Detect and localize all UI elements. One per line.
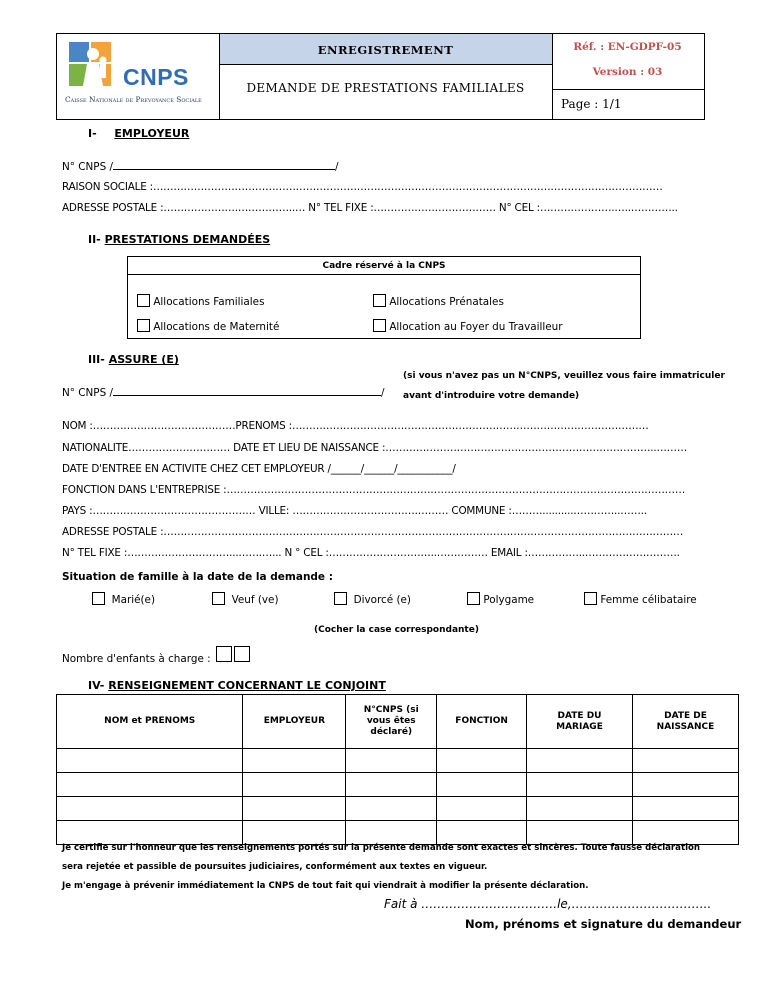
immatriculation-note-1: (si vous n'avez pas un N°CNPS, veuillez vous faire immatriculer: [403, 371, 725, 381]
cocher-note: (Cocher la case correspondante): [314, 625, 479, 635]
cnps-logo-icon: [69, 42, 121, 88]
telephone-email-field[interactable]: N° TEL FIXE :…………………………...…….…... N ° CEL :…………………………..…………… EMAIL :……………..……………………….: [62, 547, 680, 559]
fait-a-field[interactable]: Fait à …………………………….le,……………………………..: [384, 897, 712, 911]
table-row[interactable]: [57, 821, 739, 845]
conjoint-table: [56, 694, 739, 845]
column-header: N°CNPS (si vous êtes déclaré): [346, 695, 437, 749]
column-header: DATE DE NAISSANCE: [632, 695, 738, 749]
checkbox[interactable]: [467, 592, 480, 605]
option-allocations-prenatales[interactable]: Allocations Prénatales: [373, 294, 504, 308]
nombre-enfants-field: Nombre d'enfants à charge :: [62, 646, 250, 665]
cadre-title: Cadre réservé à la CNPS: [128, 257, 640, 275]
reference-code: Réf. : EN-GDPF-05: [573, 41, 682, 53]
checkbox[interactable]: [373, 294, 386, 307]
section-prestations-heading: [88, 233, 270, 246]
table-row[interactable]: [57, 749, 739, 773]
signature-label: Nom, prénoms et signature du demandeur: [465, 917, 742, 931]
option-polygame[interactable]: Polygame: [467, 592, 534, 606]
checkbox[interactable]: [137, 319, 150, 332]
section-number: II-: [88, 233, 101, 246]
option-allocations-maternite[interactable]: Allocations de Maternité: [137, 319, 279, 333]
section-number: I-: [88, 127, 97, 140]
certification-line-2: sera rejetée et passible de poursuites judiciaires, conformément aux textes en vigueur.: [62, 862, 488, 872]
table-header-row: [57, 695, 739, 749]
checkbox[interactable]: [212, 592, 225, 605]
nationalite-field[interactable]: NATIONALITE………………………… DATE ET LIEU DE NAISSANCE :……………………………………………………………………..………: [62, 442, 688, 454]
immatriculation-note-2: avant d'introduire votre demande): [403, 391, 580, 401]
option-allocations-familiales[interactable]: Allocations Familiales: [137, 294, 264, 308]
page-number: Page : 1/1: [561, 97, 622, 111]
column-header: EMPLOYEUR: [243, 695, 346, 749]
date-entree-field[interactable]: DATE D'ENTREE EN ACTIVITE CHEZ CET EMPLOYEUR /______/______/___________/: [62, 463, 456, 475]
section-title: RENSEIGNEMENT CONCERNANT LE CONJOINT: [108, 679, 386, 692]
table-row[interactable]: [57, 797, 739, 821]
certification-line-1: Je certifie sur l'honneur que les renseignements portés sur la présente demande sont exactes et sincères. Toute fausse déclaration: [62, 843, 701, 853]
form-title: ENREGISTREMENT: [317, 43, 454, 57]
logo-text: CNPS: [123, 64, 189, 90]
logo-cell: [57, 34, 220, 119]
fonction-field[interactable]: FONCTION DANS L'ENTREPRISE :………………………………………………………………………………………………………………………: [62, 484, 686, 496]
section-title: EMPLOYEUR: [114, 127, 190, 140]
column-header: FONCTION: [437, 695, 527, 749]
option-femme-celibataire[interactable]: Femme célibataire: [584, 592, 697, 606]
enfants-digit-box[interactable]: [216, 646, 232, 662]
section-title: ASSURE (E): [108, 353, 179, 366]
section-title: PRESTATIONS DEMANDÉES: [104, 233, 271, 246]
checkbox[interactable]: [92, 592, 105, 605]
section-assure-heading: [88, 353, 179, 366]
section-number: IV-: [88, 679, 105, 692]
option-veuf[interactable]: Veuf (ve): [212, 592, 279, 606]
checkbox[interactable]: [584, 592, 597, 605]
logo-subtitle: Caisse Nationale de Prevoyance Sociale: [65, 95, 202, 104]
document-header: [56, 33, 705, 120]
section-number: III-: [88, 353, 105, 366]
adresse-postale-field[interactable]: ADRESSE POSTALE :………………….……………..… N° TEL FIXE :……………………………… N° CEL :………………….…..…………..: [62, 202, 678, 214]
section-employeur-heading: [88, 127, 189, 140]
adresse-postale-assure-field[interactable]: ADRESSE POSTALE :………………………………………………………………………………………………………………………………………: [62, 526, 684, 538]
checkbox[interactable]: [334, 592, 347, 605]
form-subtitle: DEMANDE DE PRESTATIONS FAMILIALES: [246, 81, 525, 95]
column-header: NOM et PRENOMS: [57, 695, 243, 749]
checkbox[interactable]: [137, 294, 150, 307]
enfants-digit-box[interactable]: [234, 646, 250, 662]
section-conjoint-heading: [88, 679, 386, 692]
cadre-cnps: [127, 256, 641, 339]
field-label: N° CNPS /: [62, 161, 113, 173]
table-row[interactable]: [57, 773, 739, 797]
option-divorce[interactable]: Divorcé (e): [334, 592, 411, 606]
nom-prenoms-field[interactable]: NOM :……………………………………PRENOMS :……………………………………………………………………………………………: [62, 420, 649, 432]
option-marie[interactable]: Marié(e): [92, 592, 155, 606]
situation-famille-title: Situation de famille à la date de la demande :: [62, 571, 333, 583]
employeur-cnps-field[interactable]: N° CNPS / /: [62, 161, 339, 173]
option-allocation-foyer[interactable]: Allocation au Foyer du Travailleur: [373, 319, 563, 333]
column-header: DATE DU MARIAGE: [527, 695, 633, 749]
version-label: Version : 03: [592, 66, 663, 78]
pays-ville-commune-field[interactable]: PAYS :………………………………………… VILLE: ……………………………….……… COMMUNE :………..........…………..……..: [62, 505, 647, 517]
field-label: N° CNPS /: [62, 387, 113, 399]
assure-cnps-field[interactable]: N° CNPS / /: [62, 387, 385, 399]
engagement-line: Je m'engage à prévenir immédiatement la CNPS de tout fait qui viendrait à modifier la présente déclaration.: [62, 881, 589, 891]
raison-sociale-field[interactable]: RAISON SOCIALE :……………………………………………………………………………………………………………………………………: [62, 181, 663, 193]
checkbox[interactable]: [373, 319, 386, 332]
